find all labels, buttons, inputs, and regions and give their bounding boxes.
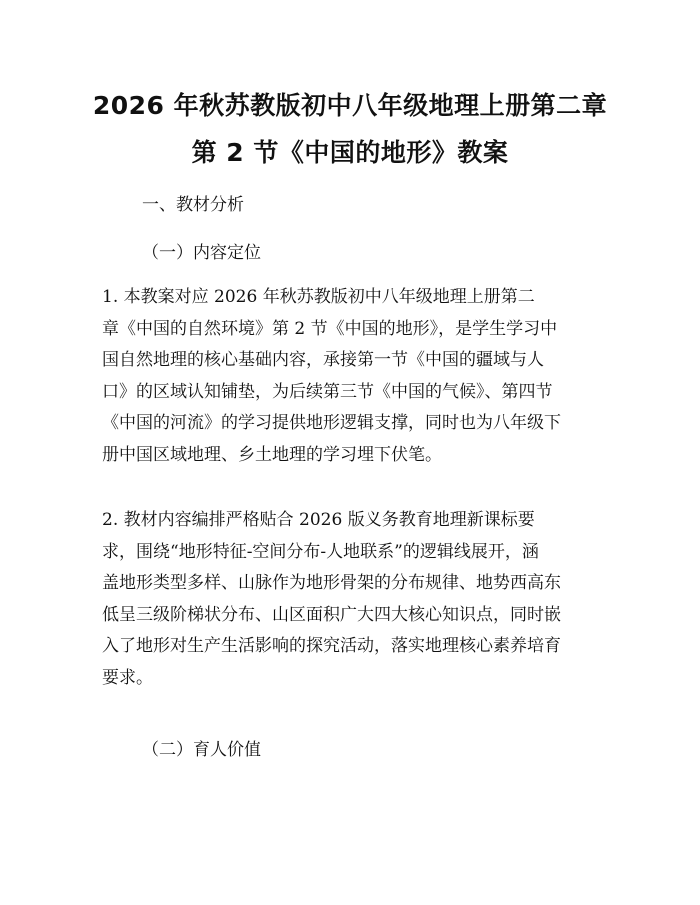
subsection-heading-educational-value: （二）育人价值 [142,740,261,760]
section-heading-textbook-analysis: 一、教材分析 [142,195,244,215]
paragraph-line: 2. 教材内容编排严格贴合 2026 版义务教育地理新课标要 [102,510,535,530]
paragraph-line: 章《中国的自然环境》第 2 节《中国的地形》，是学生学习中 [102,318,558,339]
paragraph-line: 求，围绕“地形特征-空间分布-人地联系”的逻辑线展开，涵 [102,541,539,562]
paragraph-line: 册中国区域地理、乡土地理的学习埋下伏笔。 [102,444,442,465]
paragraph-line: 盖地形类型多样、山脉作为地形骨架的分布规律、地势西高东 [102,573,561,593]
subsection-heading-content-positioning: （一）内容定位 [142,243,261,263]
paragraph-1 [102,282,602,471]
document-title-line-1: 2026 年秋苏教版初中八年级地理上册第二章 [92,91,608,120]
document-title-line-2: 第 2 节《中国的地形》教案 [191,138,509,167]
paragraph-line: 《中国的河流》的学习提供地形逻辑支撑，同时也为八年级下 [102,413,561,433]
paragraph-2 [102,505,602,694]
paragraph-line: 国自然地理的核心基础内容，承接第一节《中国的疆域与人 [102,350,544,370]
paragraph-line: 入了地形对生产生活影响的探究活动，落实地理核心素养培育 [102,636,561,656]
paragraph-line: 低呈三级阶梯状分布、山区面积广大四大核心知识点，同时嵌 [102,604,561,625]
paragraph-line: 1. 本教案对应 2026 年秋苏教版初中八年级地理上册第二 [102,287,535,307]
paragraph-line: 口》的区域认知铺垫，为后续第三节《中国的气候》、第四节 [102,381,553,402]
paragraph-line: 要求。 [102,667,153,688]
